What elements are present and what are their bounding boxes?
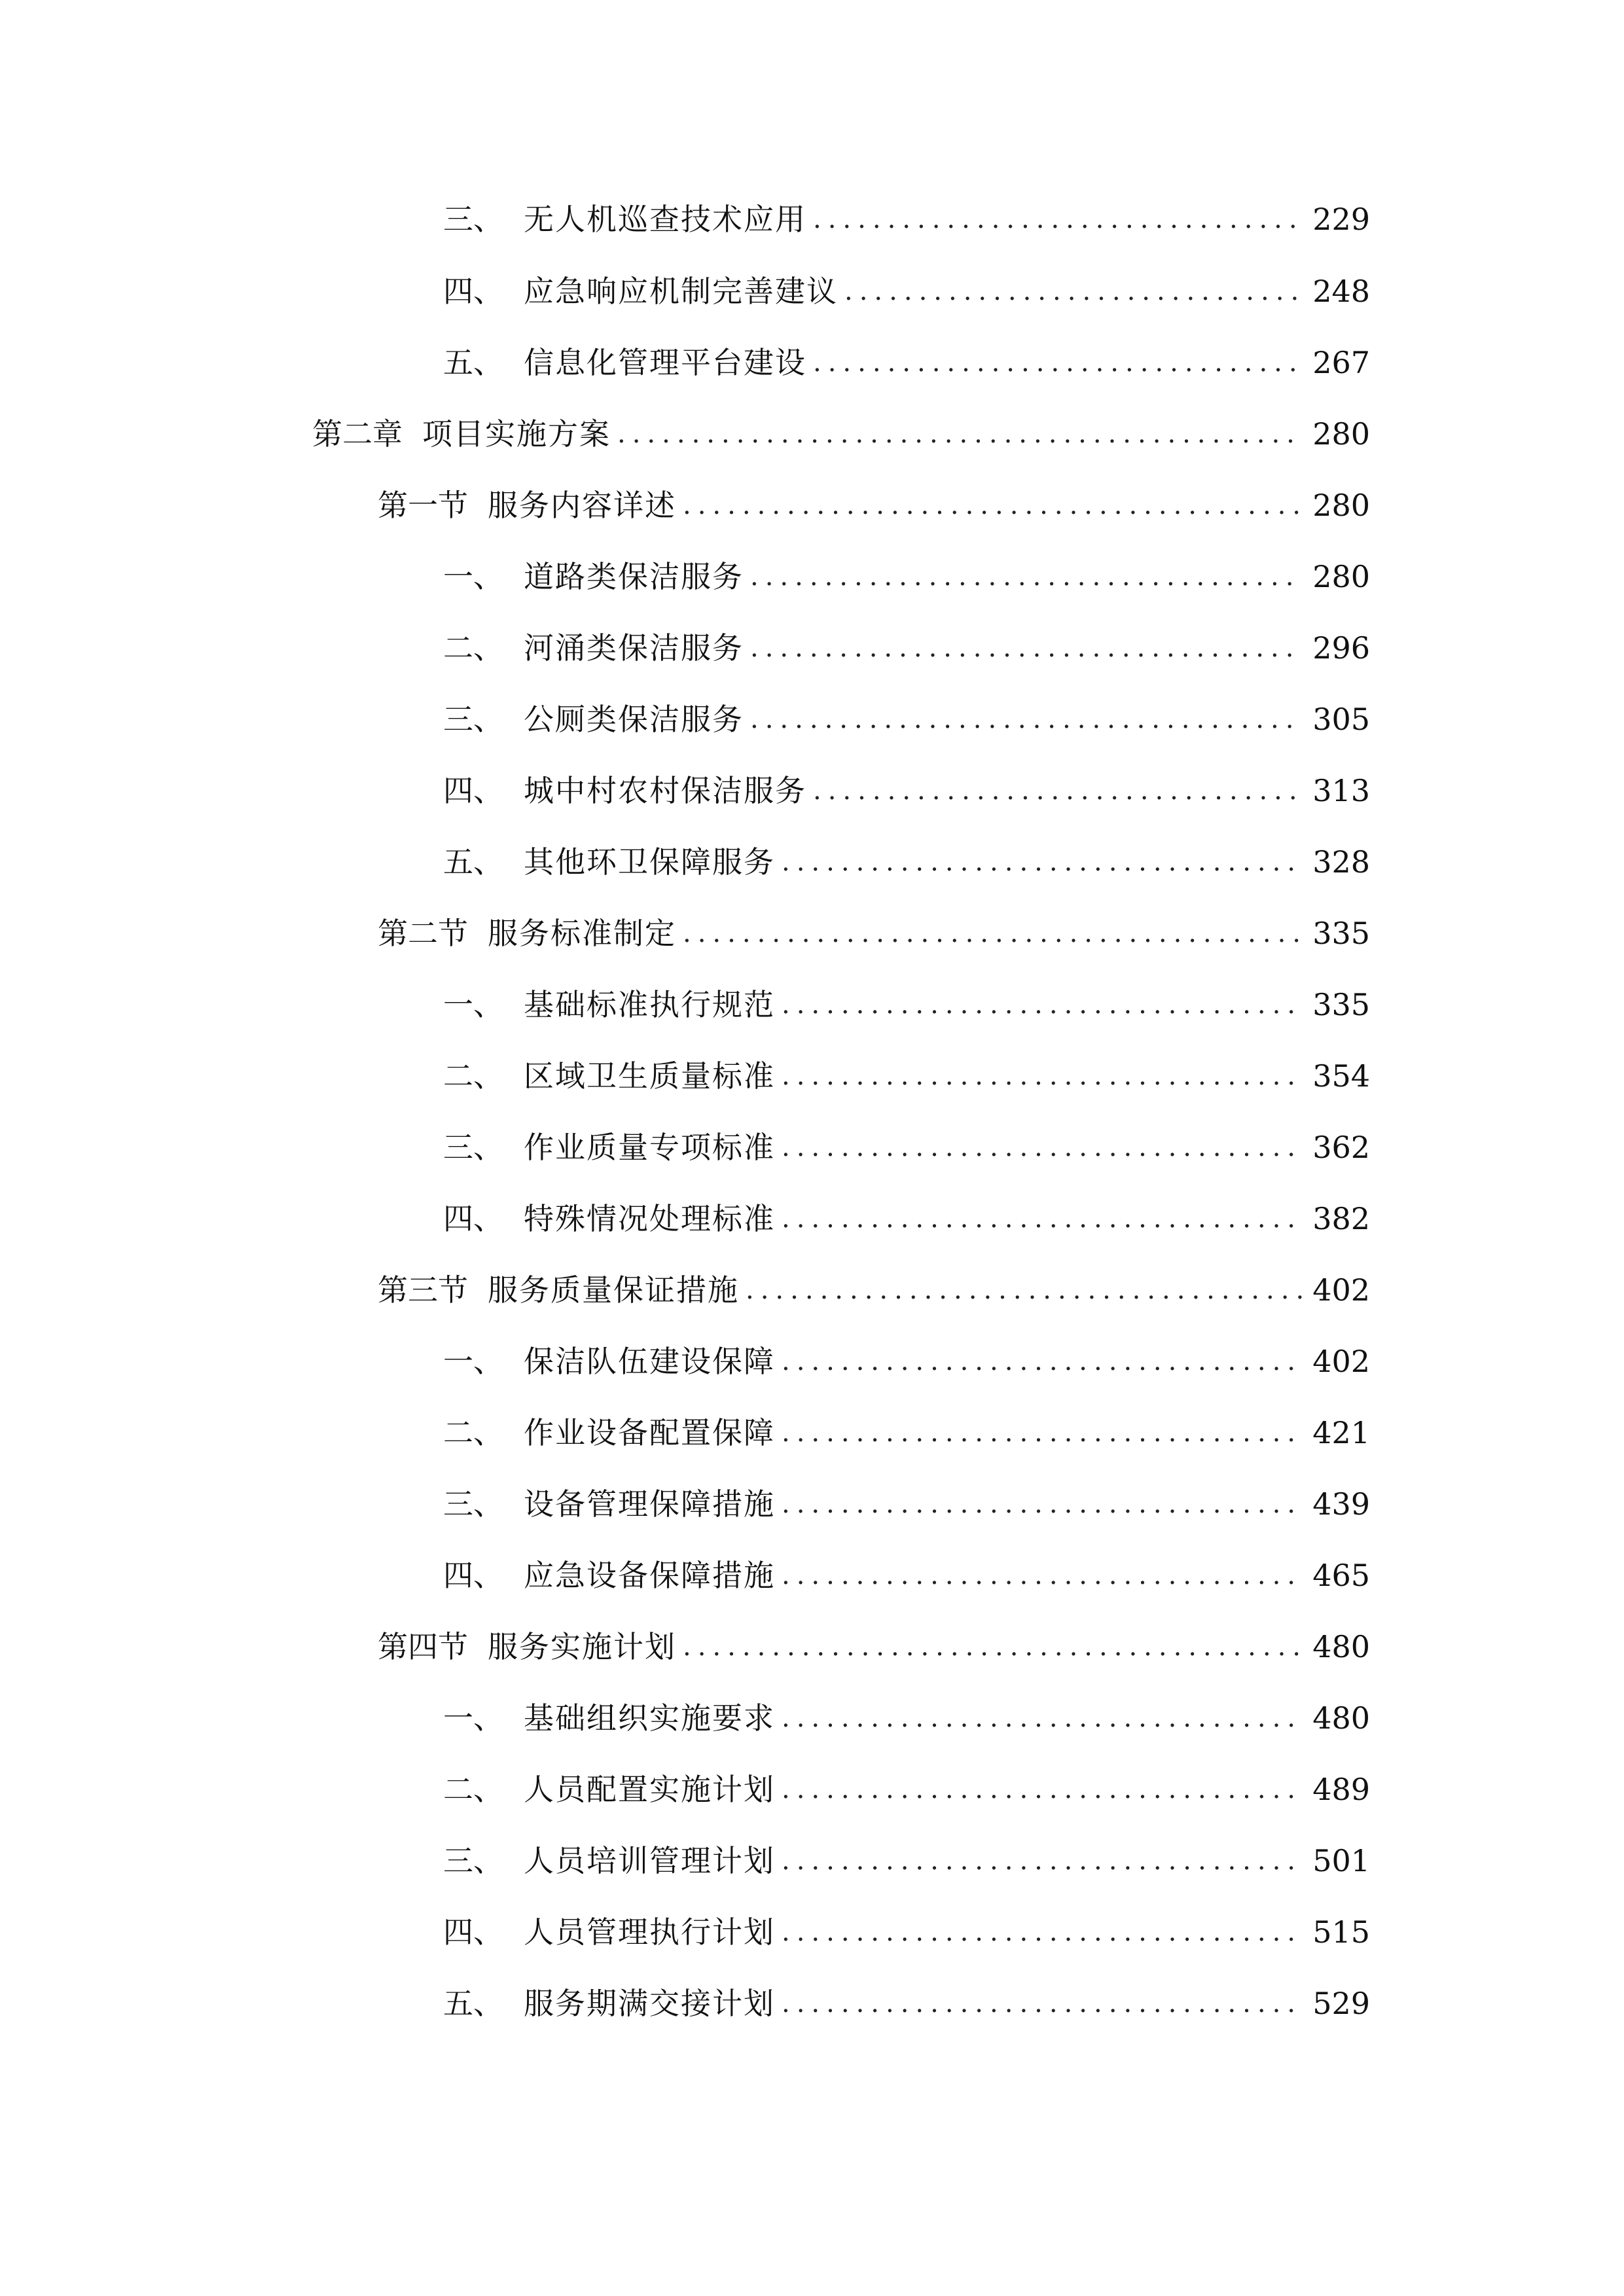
- toc-entry-page: 382: [1312, 1201, 1370, 1236]
- toc-dot-leader: [617, 409, 1302, 459]
- toc-entry-title: 服务质量保证措施: [488, 1272, 739, 1308]
- toc-entry[interactable]: [443, 766, 1370, 816]
- toc-entry-page: 280: [1312, 559, 1370, 594]
- toc-dot-leader: [782, 1979, 1302, 2028]
- toc-entry[interactable]: [443, 1693, 1370, 1743]
- toc-entry-title: 人员管理执行计划: [524, 1914, 775, 1950]
- toc-entry[interactable]: [443, 266, 1370, 316]
- toc-entry-number: 三、: [443, 1843, 503, 1878]
- toc-entry-title: 特殊情况处理标准: [524, 1201, 775, 1236]
- toc-entry[interactable]: [443, 1408, 1370, 1458]
- toc-entry-title: 城中村农村保洁服务: [524, 773, 806, 808]
- toc-entry-page: 280: [1312, 488, 1370, 523]
- toc-section-entry[interactable]: [378, 1265, 1370, 1315]
- toc-entry-number: 二、: [443, 630, 503, 666]
- toc-entry-title: 项目实施方案: [422, 416, 611, 452]
- toc-entry-title: 人员培训管理计划: [524, 1843, 775, 1878]
- toc-dot-leader: [782, 1122, 1302, 1172]
- toc-entry-number: 第二章: [312, 416, 403, 452]
- toc-entry-page: 362: [1312, 1130, 1370, 1165]
- toc-entry-title: 作业质量专项标准: [524, 1130, 775, 1165]
- toc-entry-page: 439: [1312, 1486, 1370, 1522]
- toc-entry-page: 335: [1312, 916, 1370, 951]
- toc-entry-title: 保洁队伍建设保障: [524, 1344, 775, 1379]
- toc-entry-page: 248: [1312, 274, 1370, 309]
- toc-entry-page: 305: [1312, 702, 1370, 737]
- toc-entry-number: 四、: [443, 1914, 503, 1950]
- toc-entry-title: 公厕类保洁服务: [524, 702, 744, 737]
- toc-dot-leader: [813, 766, 1302, 816]
- toc-dot-leader: [750, 623, 1302, 673]
- toc-entry-number: 四、: [443, 1201, 503, 1236]
- toc-dot-leader: [782, 1551, 1302, 1600]
- toc-entry-page: 480: [1312, 1629, 1370, 1664]
- toc-entry[interactable]: [443, 552, 1370, 601]
- toc-entry[interactable]: [443, 1122, 1370, 1172]
- toc-entry-page: 229: [1312, 202, 1370, 237]
- toc-entry-number: 第二节: [378, 916, 468, 951]
- toc-entry[interactable]: [443, 1336, 1370, 1386]
- toc-section-entry[interactable]: [378, 1622, 1370, 1672]
- toc-entry-number: 五、: [443, 844, 503, 880]
- toc-entry[interactable]: [443, 980, 1370, 1030]
- toc-dot-leader: [782, 1051, 1302, 1101]
- toc-entry[interactable]: [443, 837, 1370, 887]
- toc-entry-page: 489: [1312, 1772, 1370, 1807]
- toc-entry-number: 四、: [443, 274, 503, 309]
- toc-entry[interactable]: [443, 623, 1370, 673]
- toc-entry-number: 五、: [443, 345, 503, 380]
- toc-entry-number: 三、: [443, 1486, 503, 1522]
- toc-dot-leader: [746, 1265, 1302, 1315]
- toc-section-entry[interactable]: [378, 908, 1370, 958]
- toc-entry-page: 480: [1312, 1700, 1370, 1736]
- toc-dot-leader: [782, 837, 1302, 887]
- toc-entry-title: 基础组织实施要求: [524, 1700, 775, 1736]
- toc-entry-title: 应急设备保障措施: [524, 1558, 775, 1593]
- toc-entry[interactable]: [443, 1479, 1370, 1529]
- toc-entry-number: 第一节: [378, 488, 468, 523]
- toc-dot-leader: [782, 1765, 1302, 1814]
- toc-entry-number: 三、: [443, 1130, 503, 1165]
- toc-entry-title: 基础标准执行规范: [524, 987, 775, 1022]
- toc-entry[interactable]: [443, 1551, 1370, 1600]
- toc-entry-title: 人员配置实施计划: [524, 1772, 775, 1807]
- toc-dot-leader: [782, 1194, 1302, 1244]
- toc-section-entry[interactable]: [378, 480, 1370, 530]
- toc-entry-number: 二、: [443, 1772, 503, 1807]
- toc-entry-title: 信息化管理平台建设: [524, 345, 806, 380]
- toc-entry-page: 501: [1312, 1843, 1370, 1878]
- toc-entry-title: 设备管理保障措施: [524, 1486, 775, 1522]
- toc-entry-page: 402: [1312, 1272, 1370, 1308]
- toc-entry-title: 服务期满交接计划: [524, 1986, 775, 2021]
- toc-dot-leader: [782, 980, 1302, 1030]
- toc-entry-page: 280: [1312, 416, 1370, 452]
- toc-dot-leader: [782, 1693, 1302, 1743]
- toc-entry-page: 313: [1312, 773, 1370, 808]
- toc-entry-number: 三、: [443, 702, 503, 737]
- toc-entry-title: 服务标准制定: [488, 916, 676, 951]
- toc-entry-page: 529: [1312, 1986, 1370, 2021]
- toc-entry-page: 515: [1312, 1914, 1370, 1950]
- toc-entry-number: 二、: [443, 1415, 503, 1450]
- toc-entry[interactable]: [443, 338, 1370, 387]
- toc-entry-number: 三、: [443, 202, 503, 237]
- toc-entry-page: 354: [1312, 1058, 1370, 1094]
- toc-entry-number: 二、: [443, 1058, 503, 1094]
- toc-entry[interactable]: [443, 1765, 1370, 1814]
- toc-dot-leader: [683, 1622, 1302, 1672]
- toc-entry-title: 河涌类保洁服务: [524, 630, 744, 666]
- toc-entry-number: 四、: [443, 773, 503, 808]
- toc-entry-title: 作业设备配置保障: [524, 1415, 775, 1450]
- toc-entry-title: 区域卫生质量标准: [524, 1058, 775, 1094]
- toc-entry-page: 465: [1312, 1558, 1370, 1593]
- toc-entry[interactable]: [443, 694, 1370, 744]
- toc-entry-number: 一、: [443, 1700, 503, 1736]
- toc-entry-page: 402: [1312, 1344, 1370, 1379]
- toc-entry[interactable]: [443, 194, 1370, 244]
- toc-entry-page: 421: [1312, 1415, 1370, 1450]
- toc-entry-number: 一、: [443, 1344, 503, 1379]
- toc-dot-leader: [782, 1836, 1302, 1886]
- toc-entry[interactable]: [443, 1194, 1370, 1244]
- toc-dot-leader: [750, 694, 1302, 744]
- toc-dot-leader: [750, 552, 1302, 601]
- toc-entry-title: 道路类保洁服务: [524, 559, 744, 594]
- toc-dot-leader: [782, 1336, 1302, 1386]
- toc-dot-leader: [813, 194, 1302, 244]
- toc-chapter-entry[interactable]: [312, 409, 1370, 459]
- toc-entry-title: 服务内容详述: [488, 488, 676, 523]
- toc-entry[interactable]: [443, 1907, 1370, 1957]
- toc-entry-page: 328: [1312, 844, 1370, 880]
- toc-entry-page: 335: [1312, 987, 1370, 1022]
- toc-dot-leader: [782, 1408, 1302, 1458]
- toc-entry-number: 一、: [443, 559, 503, 594]
- toc-entry[interactable]: [443, 1836, 1370, 1886]
- toc-dot-leader: [782, 1479, 1302, 1529]
- toc-dot-leader: [683, 908, 1302, 958]
- toc-entry-title: 无人机巡查技术应用: [524, 202, 806, 237]
- toc-entry-title: 其他环卫保障服务: [524, 844, 775, 880]
- toc-dot-leader: [683, 480, 1302, 530]
- toc-dot-leader: [844, 266, 1302, 316]
- toc-entry-number: 第三节: [378, 1272, 468, 1308]
- toc-entry-page: 296: [1312, 630, 1370, 666]
- toc-entry[interactable]: [443, 1979, 1370, 2028]
- toc-dot-leader: [813, 338, 1302, 387]
- toc-entry-title: 服务实施计划: [488, 1629, 676, 1664]
- toc-entry-number: 五、: [443, 1986, 503, 2021]
- toc-entry-page: 267: [1312, 345, 1370, 380]
- toc-entry-title: 应急响应机制完善建议: [524, 274, 838, 309]
- toc-entry-number: 一、: [443, 987, 503, 1022]
- toc-entry[interactable]: [443, 1051, 1370, 1101]
- toc-dot-leader: [782, 1907, 1302, 1957]
- toc-entry-number: 第四节: [378, 1629, 468, 1664]
- toc-entry-number: 四、: [443, 1558, 503, 1593]
